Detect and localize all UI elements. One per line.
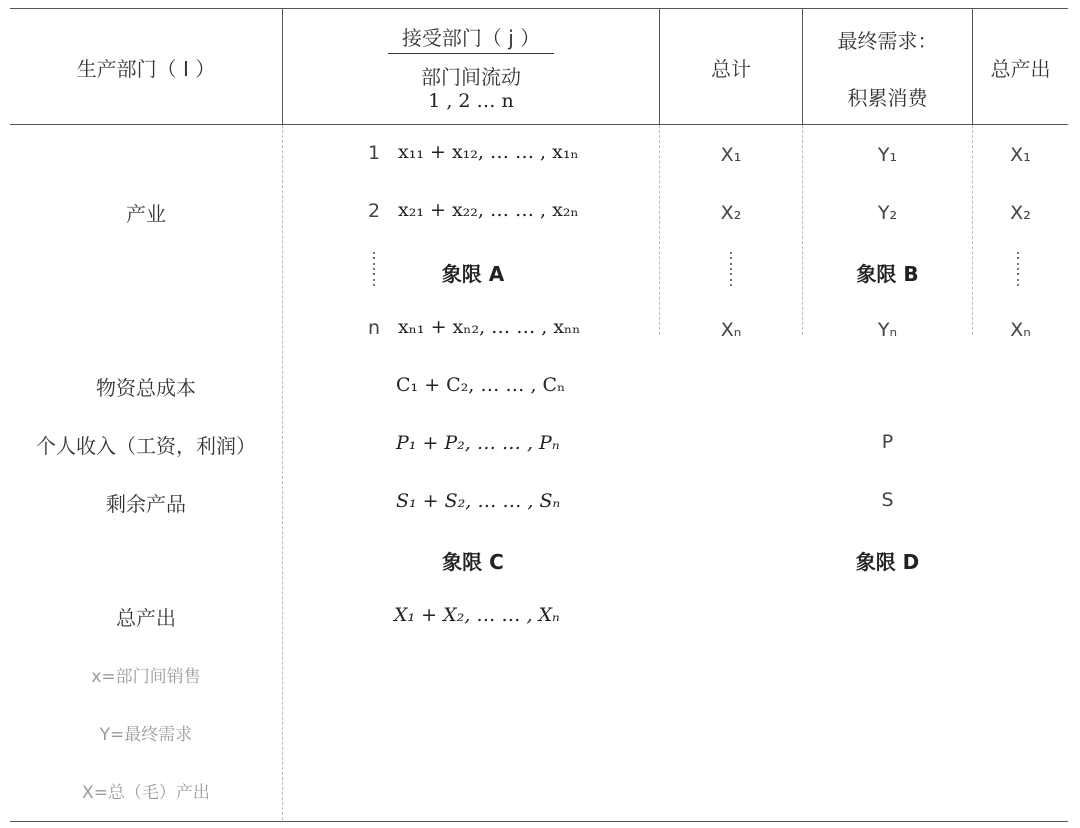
header-final-demand-line2: 积累消费 — [847, 86, 928, 110]
row2-total: X₂ — [720, 202, 742, 224]
rown-total: Xₙ — [720, 319, 742, 341]
row1-index: 1 — [367, 142, 381, 164]
header-divider — [10, 124, 1068, 125]
row2-index: 2 — [367, 200, 381, 222]
rown-demand: Yₙ — [877, 319, 898, 341]
rown-index: n — [367, 317, 381, 339]
material-cost-formula: C₁ + C₂, … … , Cₙ — [396, 374, 566, 396]
income-value: P — [881, 431, 894, 453]
total-output-formula: X₁ + X₂, … … , Xₙ — [394, 604, 560, 626]
industry-label: 产业 — [126, 202, 166, 226]
rown-output: Xₙ — [1010, 319, 1031, 341]
body-col-divider-1 — [282, 125, 283, 820]
vertical-ellipsis-output — [1016, 252, 1020, 286]
header-receiver-subtitle: 部门间流动 — [421, 65, 521, 89]
header-producer: 生产部门（ I ） — [76, 57, 216, 81]
surplus-formula: S₁ + S₂, … … , Sₙ — [396, 490, 561, 512]
income-label: 个人收入（工资，利润） — [36, 434, 256, 458]
row2-output: X₂ — [1010, 202, 1031, 224]
surplus-label: 剩余产品 — [106, 492, 186, 516]
material-cost-label: 物资总成本 — [96, 376, 196, 400]
row2-flow: x₂₁ + x₂₂, … … , x₂ₙ — [398, 199, 579, 221]
legend-item-final-demand: Y=最终需求 — [99, 725, 193, 745]
header-receiver-title: 接受部门（ j ） — [401, 26, 541, 50]
header-total: 总计 — [711, 57, 751, 81]
row1-demand: Y₁ — [877, 144, 898, 166]
income-formula: P₁ + P₂, … … , Pₙ — [396, 432, 560, 454]
surplus-value: S — [881, 489, 894, 511]
rown-flow: xₙ₁ + xₙ₂, … … , xₙₙ — [398, 316, 581, 338]
io-table-frame — [10, 8, 1068, 822]
quadrant-b-label: 象限 B — [856, 262, 919, 286]
row1-flow: x₁₁ + x₁₂, … … , x₁ₙ — [398, 141, 579, 163]
header-final-demand-line1: 最终需求： — [837, 29, 938, 53]
vertical-ellipsis-total — [729, 252, 733, 286]
row2-demand: Y₂ — [877, 202, 898, 224]
vertical-ellipsis-index — [372, 252, 376, 286]
row1-total: X₁ — [720, 144, 742, 166]
header-total-output: 总产出 — [990, 57, 1051, 81]
quadrant-a-label: 象限 A — [441, 262, 505, 286]
row1-output: X₁ — [1010, 144, 1031, 166]
header-receiver-range: 1 , 2 … n — [428, 90, 514, 112]
quadrant-d-label: 象限 D — [855, 550, 920, 574]
legend-item-sales: x=部门间销售 — [91, 667, 201, 687]
quadrant-c-label: 象限 C — [442, 550, 504, 574]
legend-item-gross-output: X=总（毛）产出 — [82, 783, 210, 803]
total-output-label: 总产出 — [116, 606, 176, 630]
header-receiver-underline — [388, 53, 554, 54]
